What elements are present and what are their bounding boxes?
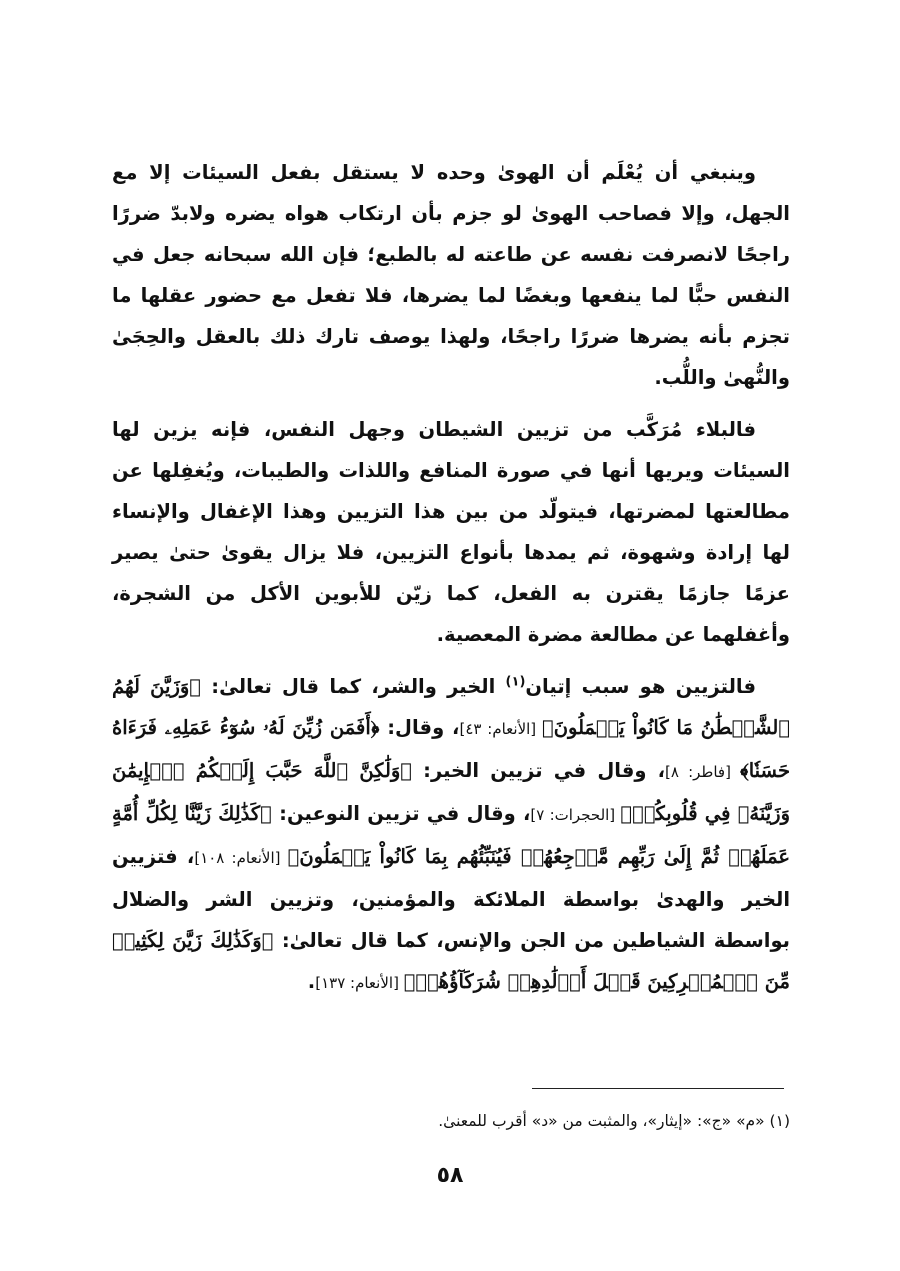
verse-reference-5: [الأنعام: ١٣٧] [315, 974, 404, 992]
quran-verse-2: ﴿أَفَمَن زُيِّنَ لَهُۥ سُوٓءُ عَمَلِهِۦ فَرَءَاهُ حَسَنٗا﴾ [112, 716, 790, 782]
quran-verse-3: ﴿وَلَٰكِنَّ ٱللَّهَ حَبَّبَ إِلَيۡكُمُ ٱلۡإِيمَٰنَ وَزَيَّنَهُۥ فِي قُلُوبِكُمۡ﴾ [112, 759, 790, 825]
paragraph-3-text-7: . [307, 970, 316, 993]
page-body [112, 152, 790, 1004]
paragraph-3-text-2: الخير والشر، كما قال تعالىٰ: [201, 675, 506, 698]
quran-verse-5: ﴿وَكَذَٰلِكَ زَيَّنَ لِكَثِيرٖ مِّنَ ٱلۡمُشۡرِكِينَ قَتۡلَ أَوۡلَٰدِهِمۡ شُرَكَآؤُهُمۡ﴾ [112, 929, 790, 993]
verse-reference-2: [فاطر: ٨] [665, 763, 741, 781]
paragraph-3 [112, 666, 790, 1004]
quran-verse-1: ﴿وَزَيَّنَ لَهُمُ ٱلشَّيۡطَٰنُ مَا كَانُواْ يَعۡمَلُونَ﴾ [112, 675, 791, 739]
verse-reference-4: [الأنعام: ١٠٨] [194, 849, 288, 867]
footnote: (١) «م» «ج»: «إيثار»، والمثبت من «د» أقرب للمعنىٰ. [438, 1112, 790, 1130]
paragraph-3-text-4: ، وقال في تزيين الخير: [412, 759, 666, 782]
paragraph-2 [112, 409, 790, 655]
quran-verse-4: ﴿كَذَٰلِكَ زَيَّنَّا لِكُلِّ أُمَّةٍ عَمَلَهُمۡ ثُمَّ إِلَىٰ رَبِّهِم مَّرۡجِعُهُمۡ فَيُنَبِّئُهُم بِمَا كَانُواْ يَعۡمَلُونَ﴾ [112, 802, 791, 868]
paragraph-3-text-6: ، فتزيين الخير والهدىٰ بواسطة الملائكة والمؤمنين، وتزيين الشر والضلال بواسطة الشياطين من الجن والإنس، كما قال تعالىٰ: [112, 845, 790, 952]
page-number: ٥٨ [436, 1163, 464, 1188]
paragraph-3-text-3: ، وقال: [379, 716, 460, 739]
verse-reference-3: [الحجرات: ٧] [530, 806, 621, 824]
verse-reference-1: [الأنعام: ٤٣] [459, 720, 542, 738]
paragraph-1 [112, 152, 790, 398]
footnote-marker: (١) [505, 674, 526, 690]
paragraph-3-text-5: ، وقال في تزيين النوعين: [271, 802, 531, 825]
paragraph-1-text: وينبغي أن يُعْلَم أن الهوىٰ وحده لا يستقل بفعل السيئات إلا مع الجهل، وإلا فصاحب الهوىٰ لو جزم بأن ارتكاب هواه يضره ولابدّ ضررًا راجحًا لانصرفت نفسه عن طاعته له بالطبع؛ فإن الله سبحانه جعل في النفس حبًّا لما ينفعها وبغضًا لما يضرها، فلا تفعل مع حضور عقلها ما تجزم بأنه يضرها ضررًا راجحًا، ولهذا يوصف تارك ذلك بالعقل والحِجَىٰ والنُّهىٰ واللُّب. [112, 161, 790, 389]
footnote-divider [532, 1088, 784, 1089]
paragraph-3-text-1: فالتزيين هو سبب إتيان [525, 675, 756, 698]
paragraph-2-text: فالبلاء مُرَكَّب من تزيين الشيطان وجهل النفس، فإنه يزين لها السيئات ويريها أنها في صورة المنافع واللذات والطيبات، ويُغفِلها عن مطالعتها لمضرتها، فيتولّد من بين هذا التزيين وهذا الإغفال والإنساء لها إرادة وشهوة، ثم يمدها بأنواع التزيين، فلا يزال يقوىٰ حتىٰ يصير عزمًا جازمًا يقترن به الفعل، كما زيّن للأبوين الأكل من الشجرة، وأغفلهما عن مطالعة مضرة المعصية. [112, 418, 790, 646]
